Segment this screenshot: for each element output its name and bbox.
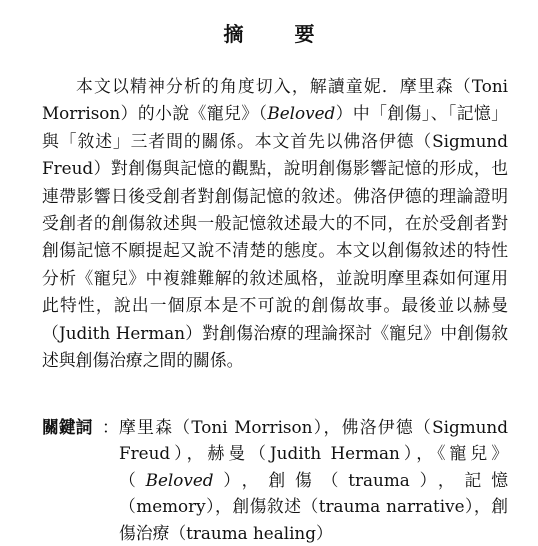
keywords-text-part-1: 摩里森（Toni Morrison），佛洛伊德（Sigmund Freud），赫曼（Judith Herman），《寵兒》（ (119, 417, 508, 490)
abstract-paragraph (42, 73, 508, 374)
keywords-label: 關鍵詞 (42, 417, 93, 437)
keywords-text-part-2: ），創傷（trauma），記憶（memory），創傷敘述（trauma narrative），創傷治療（trauma healing） (119, 469, 508, 543)
abstract-text-part-2: ）中「創傷」、「記憶」與「敘述」三者間的關係。本文首先以佛洛伊德（Sigmund Freud）對創傷與記憶的觀點，說明創傷影響記憶的形成，也連帶影響日後受創者對創傷記憶的敘述。佛洛伊德的理論證明受創者的創傷敘述與一般記憶敘述最大的不同，在於受創者對創傷記憶不願提起又說不清楚的態度。本文以創傷敘述的特性分析《寵兒》中複雜難解的敘述風格，並說明摩里森如何運用此特性，說出一個原本是不可說的創傷故事。最後並以赫曼（Judith Herman）對創傷治療的理論探討《寵兒》中創傷敘述與創傷治療之間的關係。 (42, 103, 508, 371)
abstract-title: 摘 要 (223, 22, 337, 46)
keywords-list (119, 414, 508, 546)
keywords-beloved-italic: Beloved (145, 469, 214, 490)
abstract-beloved-italic: Beloved (267, 103, 336, 124)
keywords-colon: ： (102, 417, 119, 437)
abstract-text-part-1: 本文以精神分析的角度切入，解讀童妮．摩里森（Toni Morrison）的小說《寵兒》（ (42, 76, 508, 124)
